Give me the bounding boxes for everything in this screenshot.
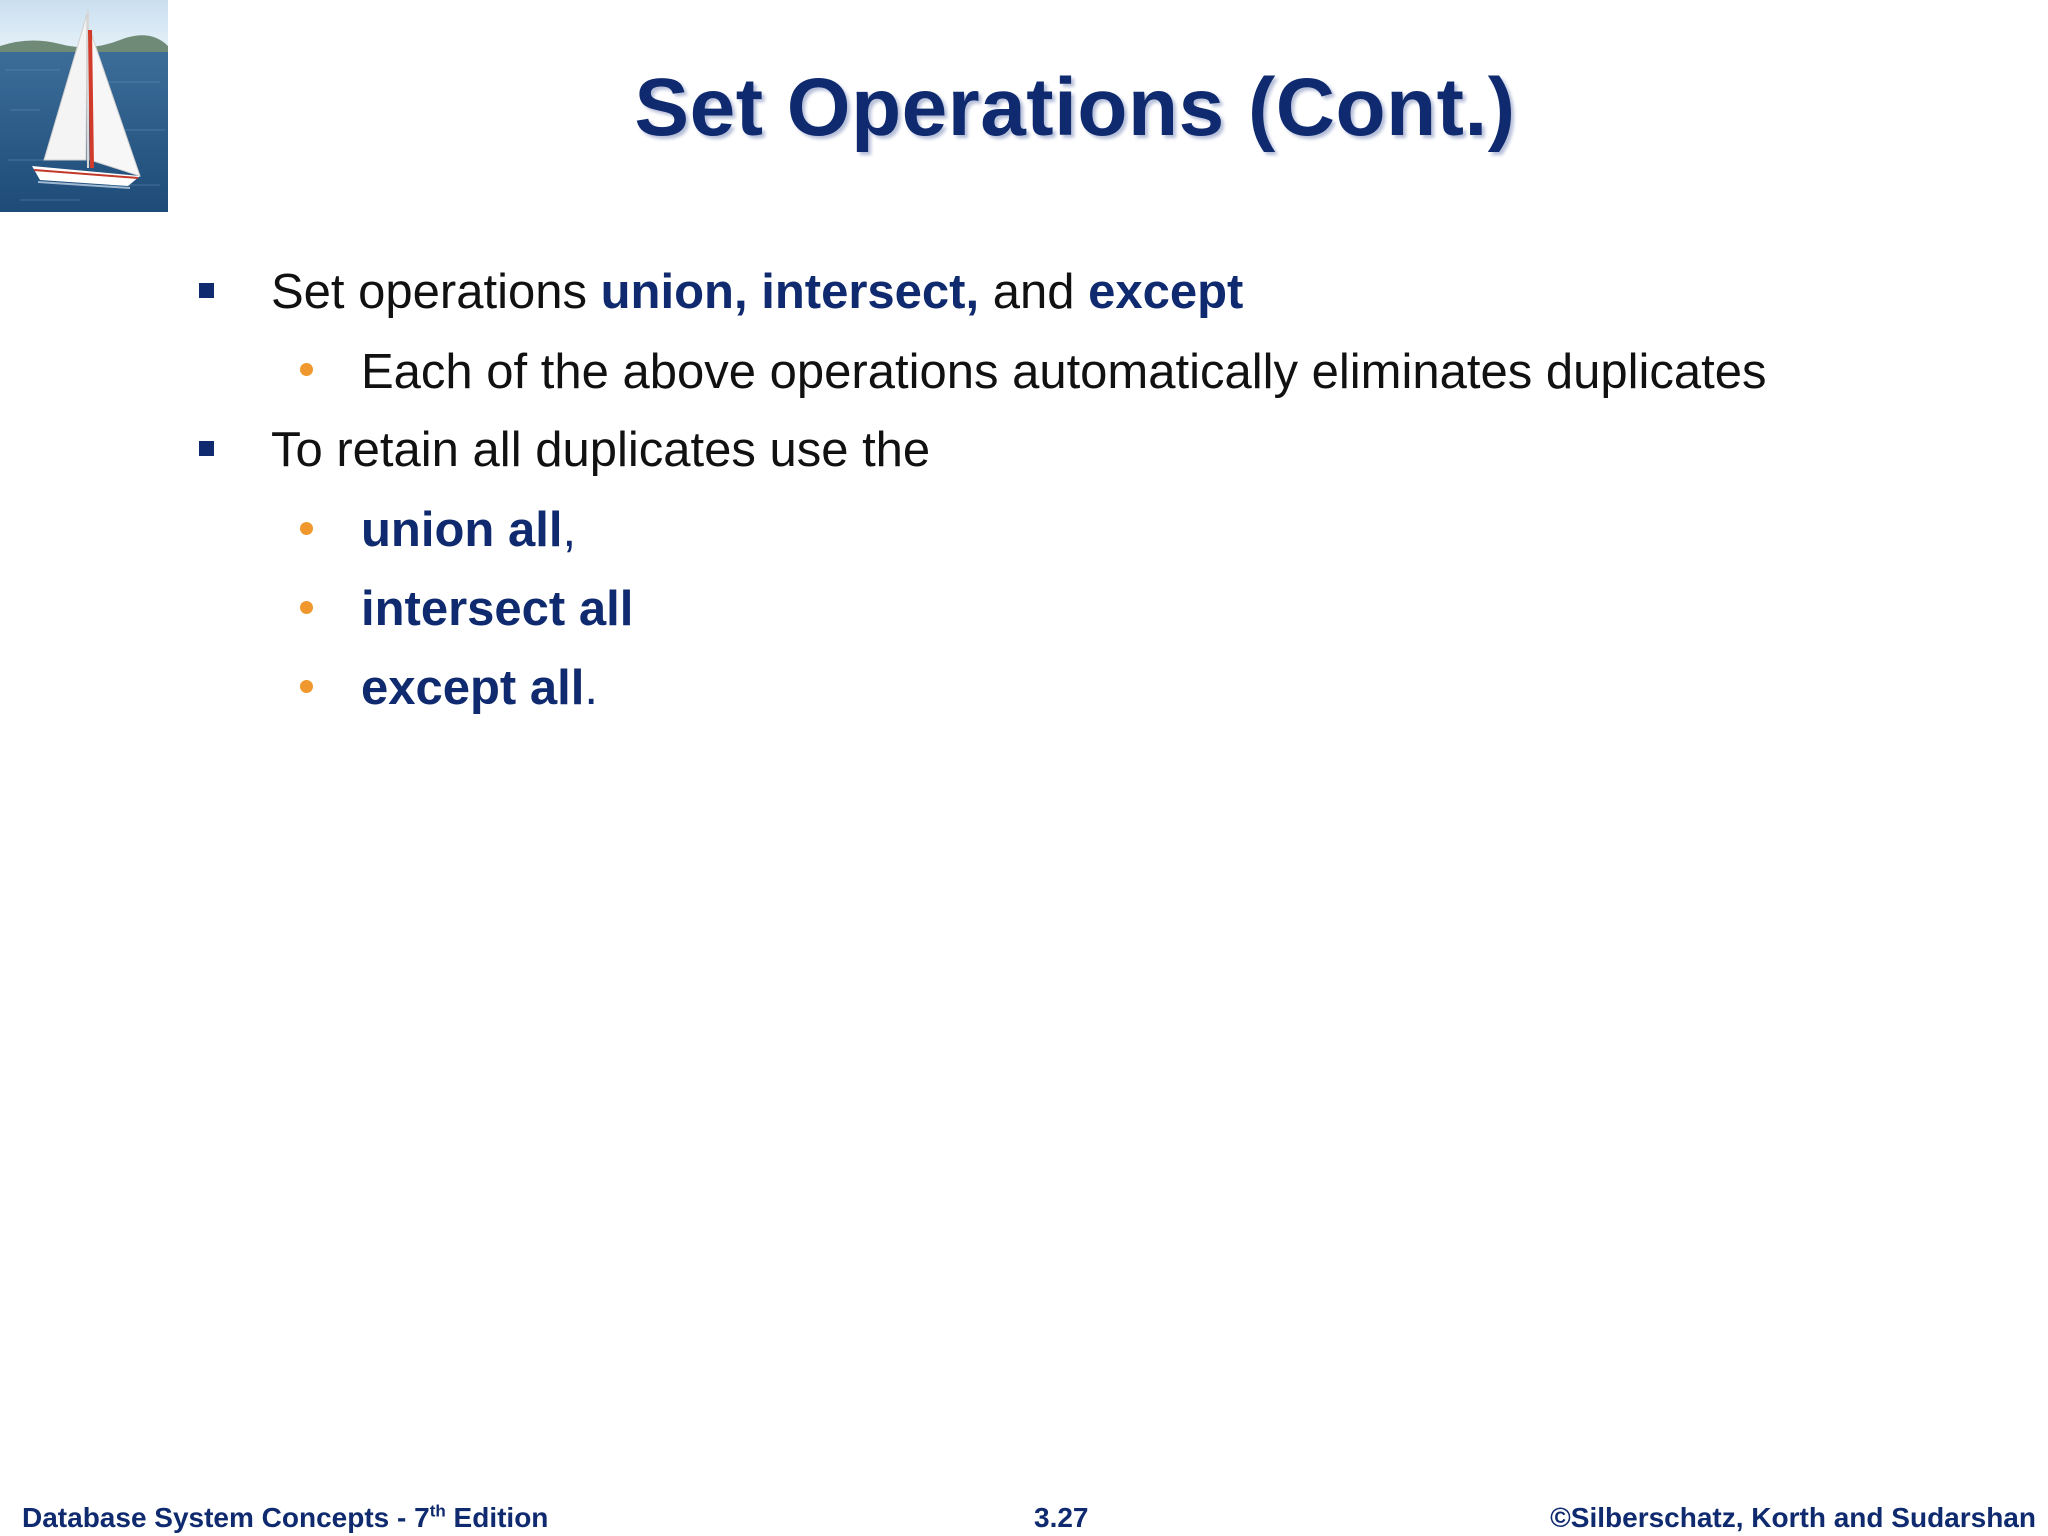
footer-edition-label: Edition [445, 1502, 549, 1533]
trailing-punctuation: . [584, 661, 598, 715]
dot-bullet-icon [300, 522, 313, 535]
slide-title: Set Operations (Cont.) [634, 62, 1516, 153]
keyword-union: union [600, 265, 734, 319]
dot-bullet-icon [300, 680, 313, 693]
keyword-separator: , [733, 265, 748, 319]
bullet-text: and [979, 265, 1089, 319]
sub-bullet-except-all [361, 658, 598, 718]
bullet-retain-duplicates: To retain all duplicates use the [271, 423, 931, 477]
keyword-separator: , [965, 265, 980, 319]
sub-bullet-intersect-all [361, 579, 633, 639]
footer-book-title-main: Database System Concepts - 7 [22, 1502, 430, 1533]
dot-bullet-icon [300, 363, 313, 376]
sub-bullet-union-all [361, 500, 576, 560]
trailing-punctuation: , [562, 503, 577, 557]
footer-slide-number: 3.27 [1034, 1502, 1089, 1533]
dot-bullet-icon [300, 601, 313, 614]
bullet-list [0, 0, 2048, 760]
footer-edition-suffix: th [429, 1501, 446, 1521]
keyword-except: except [1088, 265, 1244, 319]
bullet-set-operations [271, 262, 1243, 322]
keyword-except-all: except all [361, 661, 585, 715]
footer-book-title [22, 1500, 548, 1536]
square-bullet-icon [199, 441, 214, 456]
keyword-intersect: intersect [761, 265, 966, 319]
keyword-union-all: union all [361, 503, 563, 557]
footer-copyright: ©Silberschatz, Korth and Sudarshan [1550, 1502, 2036, 1533]
square-bullet-icon [199, 283, 214, 298]
keyword-intersect-all: intersect all [361, 582, 634, 636]
sub-bullet-eliminates-duplicates: Each of the above operations automatically eliminates duplicates [361, 345, 1767, 399]
bullet-text [748, 265, 762, 319]
bullet-text: Set operations [271, 265, 601, 319]
